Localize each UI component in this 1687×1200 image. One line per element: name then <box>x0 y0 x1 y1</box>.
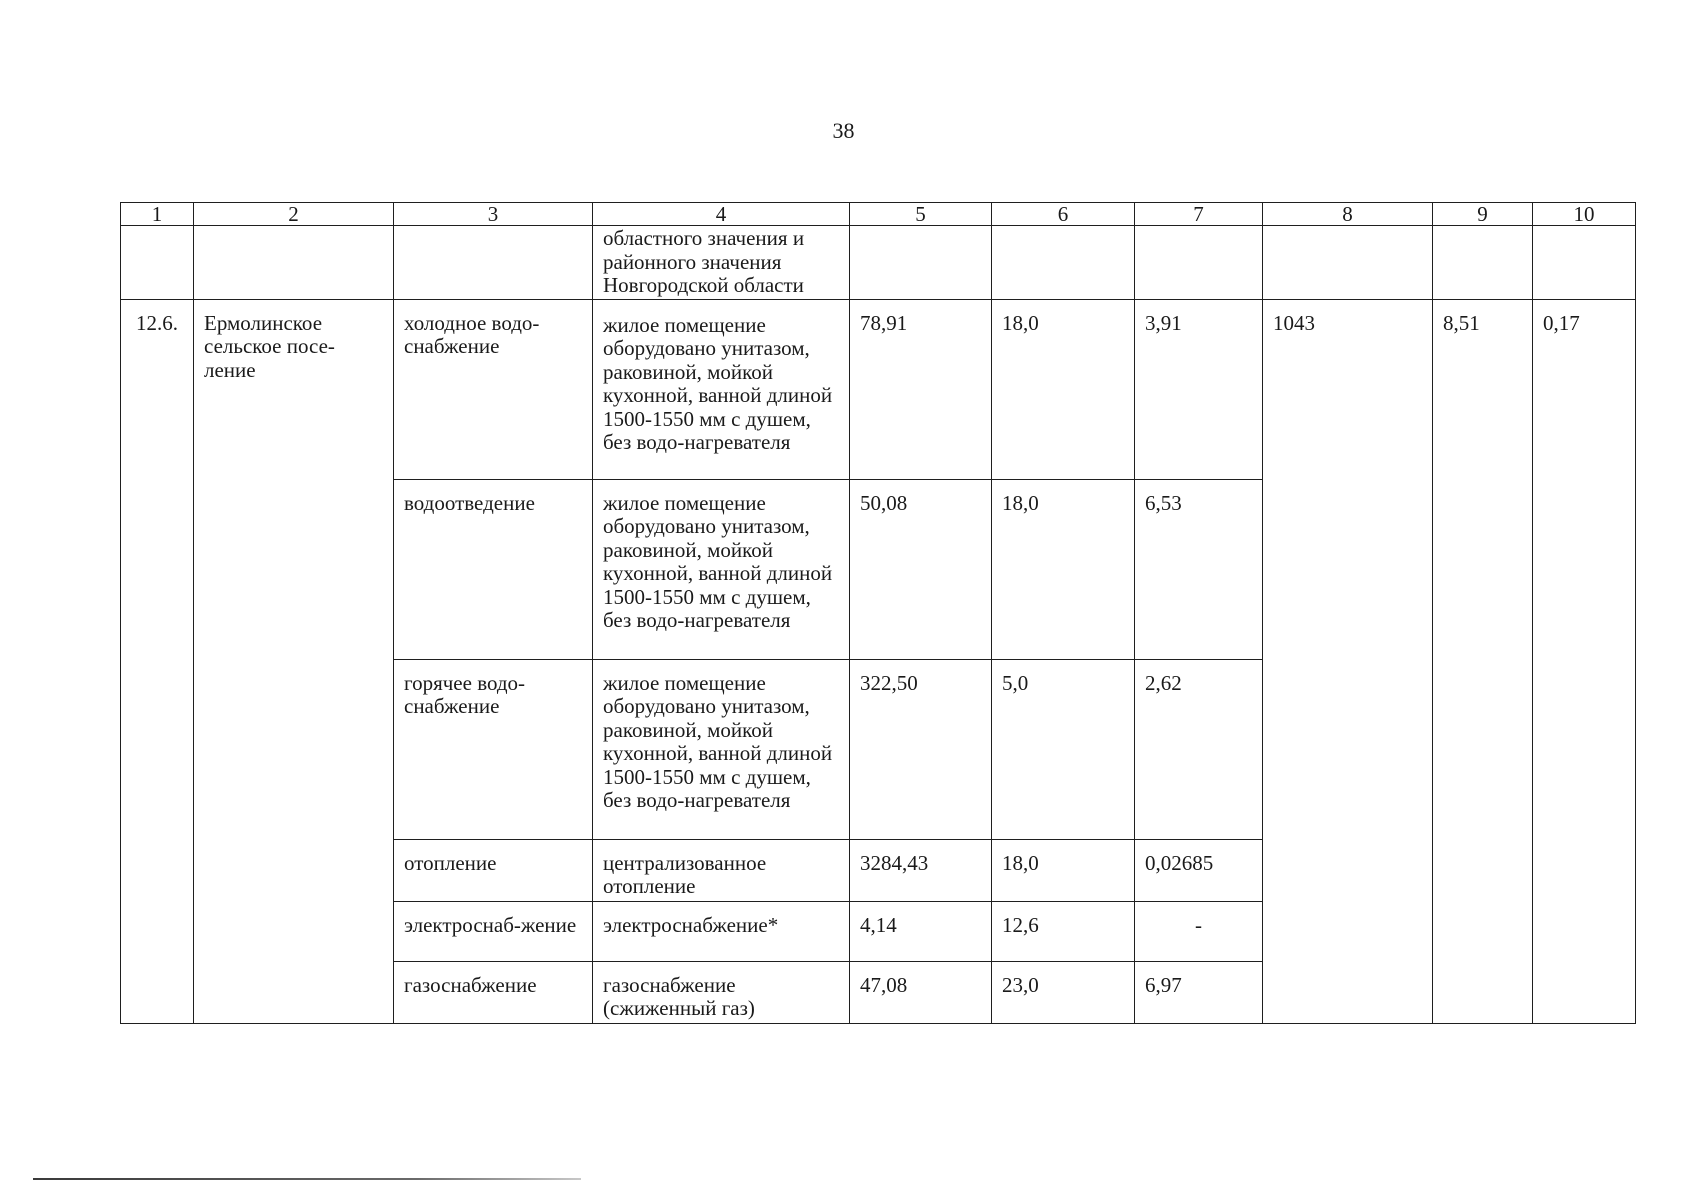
service-col7: 2,62 <box>1135 659 1263 839</box>
service-col6: 18,0 <box>992 299 1135 479</box>
footer-rule <box>33 1178 581 1180</box>
service-name: водоотведение <box>394 479 593 659</box>
service-description: жилое помещение оборудовано унитазом, раковиной, мойкой кухонной, ванной длиной 1500-1550 мм с душем, без водо-нагревателя <box>593 659 850 839</box>
empty-cell <box>1263 226 1433 300</box>
service-name: горячее водо-снабжение <box>394 659 593 839</box>
column-number: 1 <box>121 203 194 226</box>
empty-cell <box>992 226 1135 300</box>
service-description: централизованное отопление <box>593 839 850 901</box>
column-number: 9 <box>1433 203 1533 226</box>
empty-cell <box>394 226 593 300</box>
service-name: газоснабжение <box>394 961 593 1023</box>
service-col5: 322,50 <box>850 659 992 839</box>
service-description: электроснабжение* <box>593 901 850 961</box>
column-number: 8 <box>1263 203 1433 226</box>
tariff-table <box>120 202 1636 1024</box>
service-name: холодное водо-снабжение <box>394 299 593 479</box>
settlement-number: 12.6. <box>121 299 194 1023</box>
service-description: жилое помещение оборудовано унитазом, раковиной, мойкой кухонной, ванной длиной 1500-1550 мм с душем, без водо-нагревателя <box>593 299 850 479</box>
service-col7: 0,02685 <box>1135 839 1263 901</box>
empty-cell <box>1433 226 1533 300</box>
service-col7: 6,53 <box>1135 479 1263 659</box>
service-name: отопление <box>394 839 593 901</box>
service-name: электроснаб-жение <box>394 901 593 961</box>
service-description: жилое помещение оборудовано унитазом, раковиной, мойкой кухонной, ванной длиной 1500-1550 мм с душем, без водо-нагревателя <box>593 479 850 659</box>
service-col5: 3284,43 <box>850 839 992 901</box>
continuation-row <box>121 226 1636 300</box>
empty-cell <box>1135 226 1263 300</box>
service-description: газоснабжение (сжиженный газ) <box>593 961 850 1023</box>
settlement-col9: 8,51 <box>1433 299 1533 1023</box>
service-col5: 50,08 <box>850 479 992 659</box>
column-number: 4 <box>593 203 850 226</box>
service-col6: 12,6 <box>992 901 1135 961</box>
service-col7: 3,91 <box>1135 299 1263 479</box>
column-number: 2 <box>194 203 394 226</box>
settlement-name: Ермолинское сельское посе-ление <box>194 299 394 1023</box>
settlement-col8: 1043 <box>1263 299 1433 1023</box>
column-number: 5 <box>850 203 992 226</box>
column-number: 3 <box>394 203 593 226</box>
service-col5: 47,08 <box>850 961 992 1023</box>
page-number: 38 <box>832 118 855 143</box>
empty-cell <box>1533 226 1636 300</box>
column-number: 6 <box>992 203 1135 226</box>
service-col6: 18,0 <box>992 479 1135 659</box>
empty-cell <box>194 226 394 300</box>
service-col6: 18,0 <box>992 839 1135 901</box>
table-row <box>121 299 1636 479</box>
service-col7: 6,97 <box>1135 961 1263 1023</box>
service-col6: 23,0 <box>992 961 1135 1023</box>
settlement-col10: 0,17 <box>1533 299 1636 1023</box>
empty-cell <box>121 226 194 300</box>
service-col6: 5,0 <box>992 659 1135 839</box>
service-col5: 4,14 <box>850 901 992 961</box>
column-number: 7 <box>1135 203 1263 226</box>
continuation-text: областного значения и районного значения Новгородской области <box>593 226 850 300</box>
service-col7: - <box>1135 901 1263 961</box>
service-col5: 78,91 <box>850 299 992 479</box>
empty-cell <box>850 226 992 300</box>
column-number-row <box>121 203 1636 226</box>
column-number: 10 <box>1533 203 1636 226</box>
